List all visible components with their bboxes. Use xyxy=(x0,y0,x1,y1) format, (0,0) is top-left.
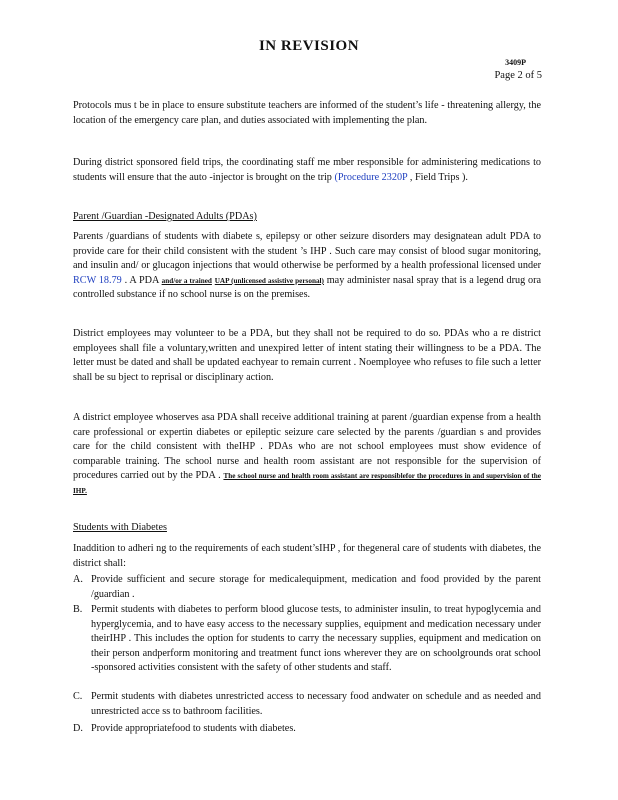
policy-number: 3409P xyxy=(505,58,526,67)
pda-training-inserted: The school nurse and health room assistant are responsiblefor the procedures in and supervision of the IHP. xyxy=(73,472,541,495)
list-marker: D. xyxy=(73,723,83,734)
paragraph-district-employees: District employees may volunteer to be a PDA, but they shall not be required to do so. PDAs who a re district employees shall file a voluntary,written and unexpired letter of intent stating their willingness to be a PDA. The letter must be dated and shall be updated eachyear to remain current . Noemployee who refuses to file such a letter shall be su bject to reprisal or disciplinary action. xyxy=(73,328,541,383)
list-item xyxy=(73,690,541,719)
list-marker: A. xyxy=(73,574,83,585)
paragraph-field-trips xyxy=(73,156,541,185)
procedure-link[interactable]: (Procedure 2320P xyxy=(334,171,408,183)
list-item xyxy=(73,573,541,602)
list-text: Permit students with diabetes unrestricted access to necessary food andwater on schedule and as needed and unrestricted acce ss to bathroom facilities. xyxy=(91,691,541,717)
field-trips-tail: , Field Trips ). xyxy=(407,171,468,183)
paragraph-diabetes-intro: Inaddition to adheri ng to the requirements of each student’sIHP , for thegeneral care of students with diabetes, the district shall: xyxy=(73,543,541,569)
list-marker: C. xyxy=(73,691,83,702)
list-text: Provide sufficient and secure storage for medicalequipment, medication and food provided by the parent /guardian . xyxy=(91,574,541,600)
pda-text-a: Parents /guardians of students with diabete s, epilepsy or other seizure disorders may designatean adult PDA to provide care for their child consistent with the student ’s IHP . Such care may consist of blood sugar monitoring, and insulin and/ or glucagon injections that would otherwise be performed by a health professional licensed under xyxy=(73,231,541,272)
revision-title: IN REVISION xyxy=(258,38,360,54)
list-item xyxy=(73,722,541,737)
list-marker: B. xyxy=(73,604,83,615)
section-heading-pda: Parent /Guardian -Designated Adults (PDAs) xyxy=(73,211,257,222)
rcw-link[interactable]: RCW 18.79 xyxy=(73,274,122,286)
field-trips-text: During district sponsored field trips, the coordinating staff me mber responsible for administering medications to students will ensure that the auto -injector is brought on the trip xyxy=(73,157,541,183)
list-text: Provide appropriatefood to students with diabetes. xyxy=(91,723,296,734)
pda-text-c: may administer nasal spray that is a legend drug ora controlled substance if no school nurse is on the premises. xyxy=(73,274,541,301)
list-item xyxy=(73,603,541,676)
paragraph-pda-training xyxy=(73,411,541,499)
pda-inserted-text-2: UAP (unlicensed assistive personal) xyxy=(214,276,324,285)
paragraph-substitute-teachers: Protocols mus t be in place to ensure substitute teachers are informed of the student’s life - threatening allergy, the location of the emergency care plan, and duties associated with implementing the plan. xyxy=(73,100,541,126)
page-number: Page 2 of 5 xyxy=(494,70,542,81)
paragraph-pda-designation xyxy=(73,230,541,303)
pda-inserted-text-1: and/or a trained xyxy=(161,276,212,285)
list-text: Permit students with diabetes to perform blood glucose tests, to administer insulin, to treat hypoglycemia and hyperglycemia, and to have easy access to the necessary supplies, equipment and medication necessary under theirIHP . This includes the option for students to carry the necessary supplies, equipment and medication on their person andperform monitoring and treatment funct ions wherever they are on schoolgrounds orat school -sponsored activities consistent with the safety of other students and staff. xyxy=(91,604,541,674)
pda-text-b: . A PDA xyxy=(124,274,159,286)
pda-training-text: A district employee whoserves asa PDA shall receive additional training at parent /guardian expense from a health care professional or expertin diabetes or epileptic seizure care selected by the parents /guardian s and provides care for the child consistent with theIHP . PDAs who are not school employees must show evidence of comparable training. The school nurse and health room assistant are not responsible for the supervision of procedures carried out by the PDA . xyxy=(73,412,541,482)
section-heading-diabetes: Students with Diabetes xyxy=(73,522,167,533)
